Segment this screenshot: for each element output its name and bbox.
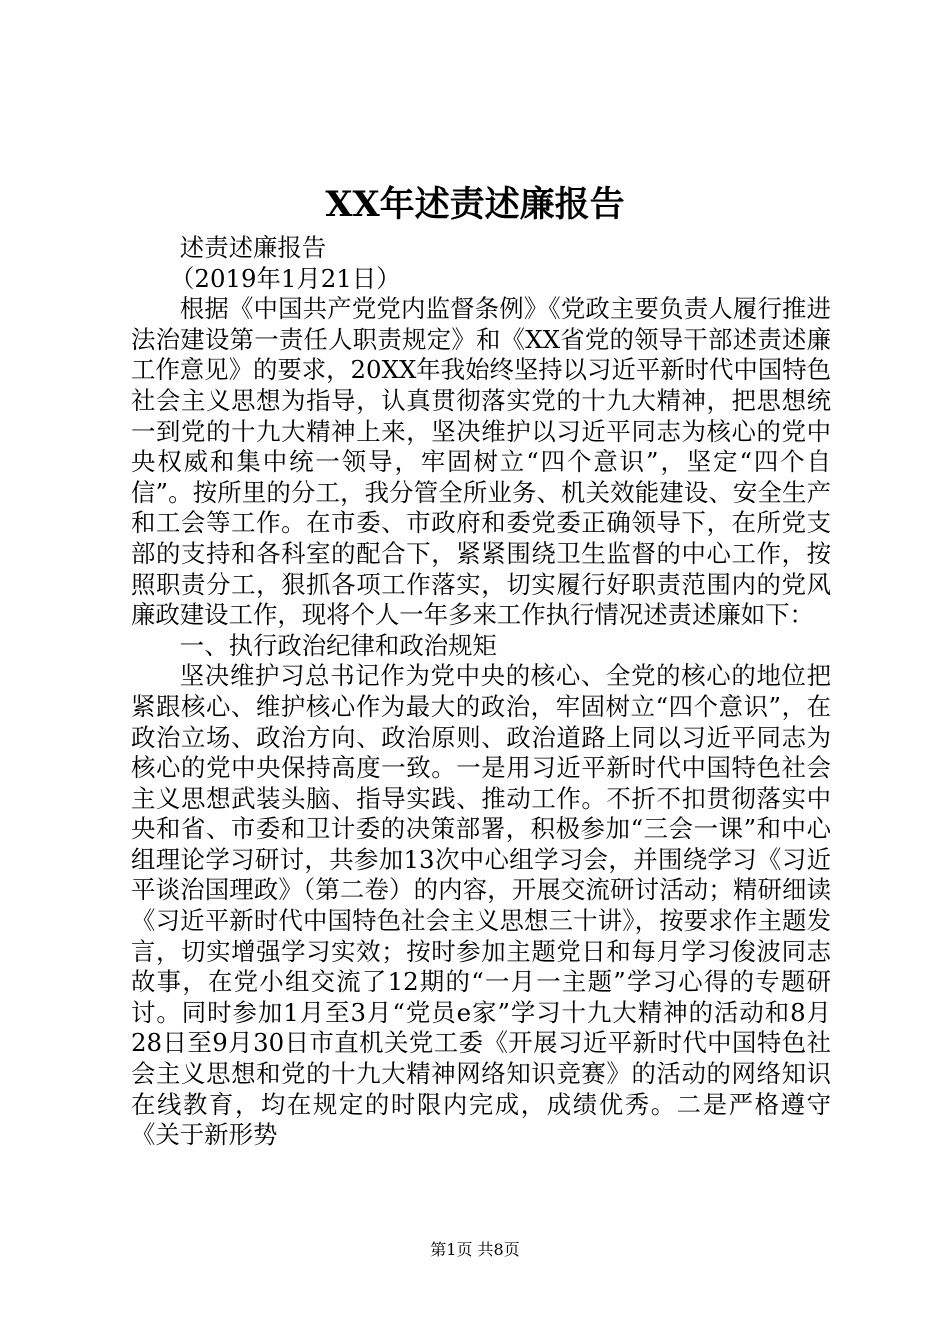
page-footer: 第1页 共8页: [430, 1240, 520, 1259]
section-heading: 一、执行政治纪律和政治规矩: [179, 630, 497, 660]
intro-paragraph: 根据《中国共产党党内监督条例》《党政主要负责人履行推进法治建设第一责任人职责规定》和《XX省党的领导干部述责述廉工作意见》的要求，20XX年我始终坚持以习近平新时代中国特色社会主义思想为指导，认真贯彻落实党的十九大精神，把思想统一到党的十九大精神上来，坚决维护以习近平同志为核心的党中央权威和集中统一领导，牢固树立“四个意识”，坚定“四个自信”。按所里的分工，我分管全所业务、机关效能建设、安全生产和工会等工作。在市委、市政府和委党委正确领导下，在所党支部的支持和各科室的配合下，紧紧围绕卫生监督的中心工作，按照职责分工，狠抓各项工作落实，切实履行好职责范围内的党风廉政建设工作，现将个人一年多来工作执行情况述责述廉如下：: [131, 294, 831, 630]
document-body: [131, 233, 831, 1151]
date-line: （2019年1月21日）: [170, 263, 401, 293]
subtitle-line: 述责述廉报告: [179, 233, 327, 262]
section-paragraph: 坚决维护习总书记作为党中央的核心、全党的核心的地位把紧跟核心、维护核心作为最大的政治，牢固树立“四个意识”，在政治立场、政治方向、政治原则、政治道路上同以习近平同志为核心的党中央保持高度一致。一是用习近平新时代中国特色社会主义思想武装头脑、指导实践、推动工作。不折不扣贯彻落实中央和省、市委和卫计委的决策部署，积极参加“三会一课”和中心组理论学习研讨，共参加13次中心组学习会，并围绕学习《习近平谈治国理政》（第二卷）的内容，开展交流研讨活动；精研细读《习近平新时代中国特色社会主义思想三十讲》，按要求作主题发言，切实增强学习实效；按时参加主题党日和每月学习俊波同志故事，在党小组交流了12期的“一月一主题”学习心得的专题研讨。同时参加1月至3月“党员e家”学习十九大精神的活动和8月28日至9月30日市直机关党工委《开展习近平新时代中国特色社会主义思想和党的十九大精神网络知识竞赛》的活动的网络知识在线教育，均在规定的时限内完成，成绩优秀。二是严格遵守《关于新形势: [131, 661, 831, 1150]
document-title: XX年述责述廉报告: [325, 184, 625, 225]
